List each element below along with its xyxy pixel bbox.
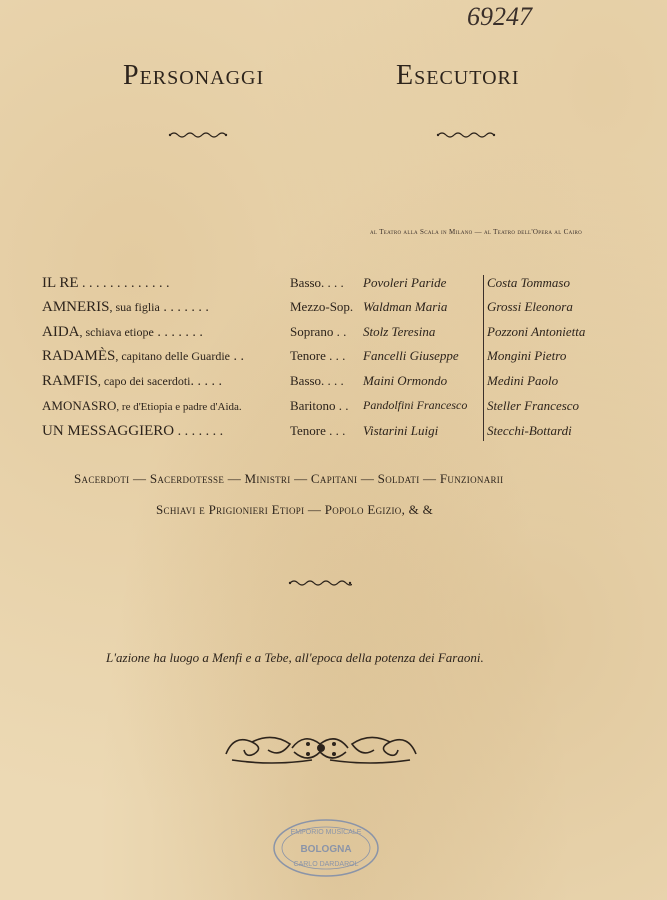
- role-leader: . . . . . . . . . . . . .: [78, 276, 170, 291]
- ornament-right-icon: [436, 130, 496, 140]
- voice-type: Soprano . .: [290, 324, 347, 339]
- voice-type: Basso. . . .: [290, 275, 344, 290]
- role-description: , schiava etiope: [79, 325, 154, 339]
- singer-milano: Fancelli Giuseppe: [363, 348, 459, 363]
- role-description: , capitano delle Guardie: [115, 349, 230, 363]
- cast-row: [0, 324, 667, 348]
- cast-row: [0, 373, 667, 397]
- role-leader: . . . . . . .: [159, 300, 209, 315]
- role-description: , capo dei sacerdoti: [97, 374, 191, 388]
- theatre-note: al Teatro alla Scala in Milano — al Teatro dell'Opera al Cairo: [370, 228, 583, 236]
- singer-cairo: Medini Paolo: [487, 373, 559, 388]
- role-leader: . . . . . . .: [174, 424, 224, 439]
- chorus-line-1: Sacerdoti — Sacerdotesse — Ministri — Capitani — Soldati — Funzionarii: [74, 471, 504, 486]
- role-description: , re d'Etiopia e padre d'Aida.: [116, 401, 242, 413]
- voice-type: Mezzo-Sop.: [290, 299, 354, 314]
- role-leader: . .: [229, 349, 244, 364]
- singer-milano: Vistarini Luigi: [363, 423, 439, 438]
- stamp-top: EMPORIO MUSICALE: [290, 829, 362, 836]
- role-name: AMNERIS: [42, 299, 110, 315]
- cast-row: [0, 423, 667, 447]
- voice-type: Basso. . . .: [290, 373, 344, 388]
- column-divider: [483, 275, 484, 441]
- voice-type: Tenore . . .: [290, 348, 346, 363]
- ornament-left-icon: [168, 130, 228, 140]
- stamp-bottom: CARLO DARDAROL: [293, 861, 359, 868]
- role-name: RAMFIS: [42, 373, 98, 389]
- role-name: AMONASRO: [42, 398, 117, 413]
- role-name: IL RE: [42, 275, 79, 291]
- singer-milano: Waldman Maria: [363, 299, 448, 314]
- singer-milano: Pandolfini Francesco: [363, 398, 468, 412]
- singer-milano: Maini Ormondo: [363, 373, 448, 388]
- singer-cairo: Pozzoni Antonietta: [487, 324, 586, 339]
- role-description: , sua figlia: [109, 300, 160, 314]
- ornament-middle-icon: [288, 578, 352, 588]
- singer-cairo: Grossi Eleonora: [487, 299, 573, 314]
- heading-esecutori: Esecutori: [396, 60, 520, 91]
- singer-milano: Stolz Teresina: [363, 324, 436, 339]
- cast-row: [0, 275, 667, 299]
- cast-row: [0, 348, 667, 372]
- role-name: UN MESSAGGIERO: [42, 423, 175, 439]
- cast-row: [0, 299, 667, 323]
- singer-cairo: Steller Francesco: [487, 398, 580, 413]
- role-leader: . . . . .: [190, 374, 222, 389]
- action-note: L'azione ha luogo a Menfi e a Tebe, all'epoca della potenza dei Faraoni.: [106, 650, 484, 665]
- singer-cairo: Costa Tommaso: [487, 275, 570, 290]
- singer-milano: Povoleri Paride: [363, 275, 447, 290]
- scroll-ornament-icon: [222, 728, 420, 768]
- library-stamp-icon: [272, 818, 380, 878]
- singer-cairo: Mongini Pietro: [487, 348, 567, 363]
- voice-type: Baritono . .: [290, 398, 349, 413]
- heading-personaggi: Personaggi: [123, 60, 265, 91]
- voice-type: Tenore . . .: [290, 423, 346, 438]
- singer-cairo: Stecchi-Bottardi: [487, 423, 572, 438]
- role-name: RADAMÈS: [42, 348, 116, 364]
- role-leader: . . . . . . .: [153, 325, 203, 340]
- inventory-number: 69247: [467, 2, 532, 31]
- cast-row: [0, 398, 667, 422]
- chorus-line-2: Schiavi e Prigionieri Etiopi — Popolo Egizio, & &: [156, 502, 434, 517]
- stamp-middle: BOLOGNA: [300, 844, 352, 855]
- role-name: AIDA: [42, 324, 80, 340]
